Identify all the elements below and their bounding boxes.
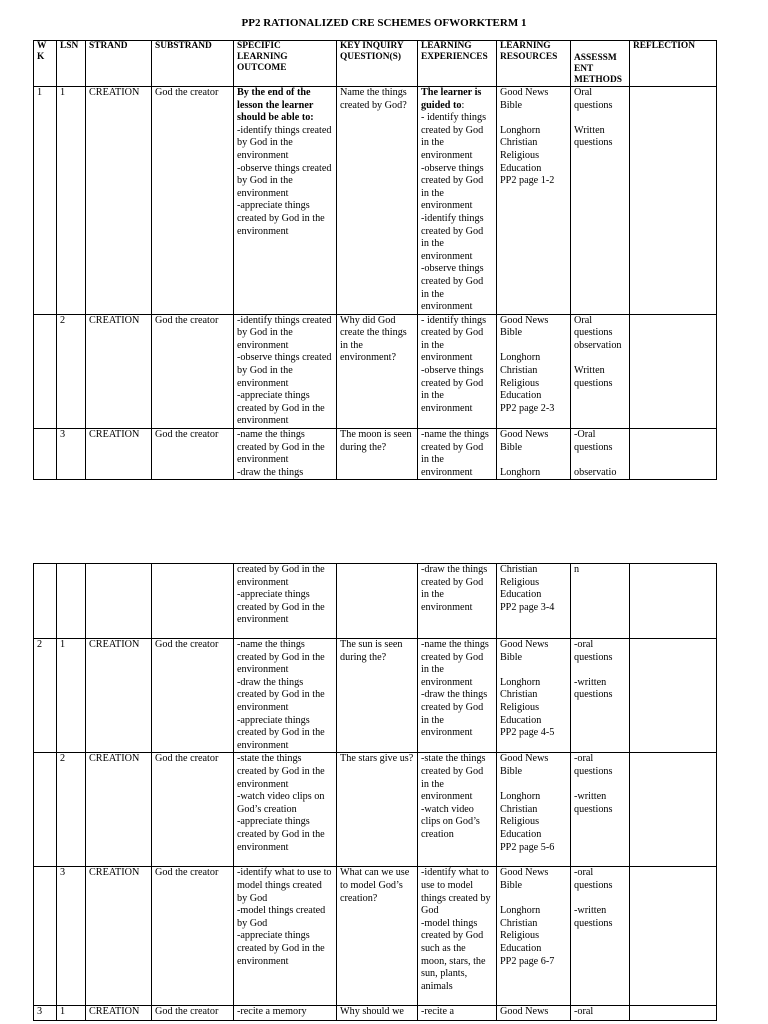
cell-reflection (630, 314, 717, 428)
cell-wk (34, 867, 57, 1006)
cell-substrand (152, 564, 234, 639)
cell-substrand: God the creator (152, 1006, 234, 1021)
cell-reflection (630, 1006, 717, 1021)
table-row (34, 429, 717, 480)
table-row (34, 753, 717, 867)
cell-strand (86, 564, 152, 639)
cell-specific-learning-outcome (234, 87, 337, 315)
cell-reflection (630, 564, 717, 639)
cell-lsn: 3 (57, 867, 86, 1006)
cell-specific-learning-outcome: -name the things created by God in the environment -draw the things (234, 429, 337, 480)
cell-assessment-methods: Oral questions observation Written questions (571, 314, 630, 428)
cell-lsn: 1 (57, 87, 86, 315)
table-row (34, 1006, 717, 1021)
cell-lsn: 3 (57, 429, 86, 480)
cell-wk (34, 564, 57, 639)
cell-strand: CREATION (86, 867, 152, 1006)
cell-learning-resources: Good News Bible Longhorn (497, 429, 571, 480)
cell-strand: CREATION (86, 1006, 152, 1021)
cell-specific-learning-outcome: created by God in the environment -appreciate things created by God in the environment (234, 564, 337, 639)
cell-key-inquiry-question: The stars give us? (337, 753, 418, 867)
header-substrand: SUBSTRAND (152, 41, 234, 87)
scheme-table-page-2 (33, 563, 717, 1021)
cell-learning-experiences (418, 87, 497, 315)
cell-learning-experiences: -name the things created by God in the environment (418, 429, 497, 480)
cell-substrand: God the creator (152, 867, 234, 1006)
cell-reflection (630, 639, 717, 753)
cell-reflection (630, 429, 717, 480)
cell-lsn: 1 (57, 1006, 86, 1021)
cell-reflection (630, 87, 717, 315)
table-row (34, 639, 717, 753)
cell-learning-resources: Good News Bible Longhorn Christian Religious Education PP2 page 1-2 (497, 87, 571, 315)
cell-learning-experiences: -recite a (418, 1006, 497, 1021)
slo-text: -identify things created by God in the environment -observe things created by God in the environment -appreciate things created by God in the environment (237, 124, 332, 237)
cell-assessment-methods: n (571, 564, 630, 639)
header-assessment-methods: ASSESSM ENT METHODS (571, 41, 630, 87)
header-wk: W K (34, 41, 57, 87)
table-row (34, 87, 717, 315)
cell-specific-learning-outcome: -name the things created by God in the environment -draw the things created by God in the environment -appreciate things created by God in the environment (234, 639, 337, 753)
cell-wk (34, 429, 57, 480)
cell-reflection (630, 867, 717, 1006)
cell-assessment-methods: -oral questions -written questions (571, 753, 630, 867)
cell-strand: CREATION (86, 753, 152, 867)
table-row (34, 564, 717, 639)
header-strand: STRAND (86, 41, 152, 87)
cell-assessment-methods: -oral questions -written questions (571, 639, 630, 753)
cell-learning-resources: Good News Bible Longhorn Christian Religious Education PP2 page 6-7 (497, 867, 571, 1006)
cell-key-inquiry-question: The sun is seen during the? (337, 639, 418, 753)
scheme-table-page-1 (33, 40, 717, 480)
cell-reflection (630, 753, 717, 867)
cell-strand: CREATION (86, 314, 152, 428)
cell-learning-resources: Good News Bible Longhorn Christian Religious Education PP2 page 2-3 (497, 314, 571, 428)
cell-strand: CREATION (86, 429, 152, 480)
header-key-inquiry-question: KEY INQUIRY QUESTION(S) (337, 41, 418, 87)
cell-assessment-methods: -oral (571, 1006, 630, 1021)
cell-lsn (57, 564, 86, 639)
cell-key-inquiry-question: Why should we (337, 1006, 418, 1021)
cell-assessment-methods: -Oral questions observatio (571, 429, 630, 480)
cell-learning-experiences: -state the things created by God in the environment -watch video clips on God’s creation (418, 753, 497, 867)
le-intro: The learner is guided to (421, 87, 482, 111)
cell-learning-experiences: -identify what to use to model things created by God -model things created by God such as the moon, stars, the sun, plants, animals (418, 867, 497, 1006)
cell-learning-experiences: - identify things created by God in the environment -observe things created by God in the environment (418, 314, 497, 428)
header-specific-learning-outcome: SPECIFIC LEARNING OUTCOME (234, 41, 337, 87)
cell-wk: 3 (34, 1006, 57, 1021)
table-row (34, 314, 717, 428)
cell-strand: CREATION (86, 639, 152, 753)
header-reflection: REFLECTION (630, 41, 717, 87)
cell-lsn: 2 (57, 314, 86, 428)
cell-specific-learning-outcome: -identify what to use to model things created by God -model things created by God -appreciate things created by God in the environment (234, 867, 337, 1006)
cell-substrand: God the creator (152, 753, 234, 867)
cell-specific-learning-outcome: -state the things created by God in the environment -watch video clips on God’s creation -appreciate things created by God in the environment (234, 753, 337, 867)
cell-substrand: God the creator (152, 314, 234, 428)
cell-learning-resources: Good News (497, 1006, 571, 1021)
header-learning-resources: LEARNING RESOURCES (497, 41, 571, 87)
cell-substrand: God the creator (152, 429, 234, 480)
cell-key-inquiry-question: The moon is seen during the? (337, 429, 418, 480)
cell-assessment-methods: -oral questions -written questions (571, 867, 630, 1006)
cell-learning-experiences: -name the things created by God in the environment -draw the things created by God in the environment (418, 639, 497, 753)
cell-lsn: 1 (57, 639, 86, 753)
cell-assessment-methods: Oral questions Written questions (571, 87, 630, 315)
cell-strand: CREATION (86, 87, 152, 315)
header-row (34, 41, 717, 87)
cell-learning-resources: Good News Bible Longhorn Christian Religious Education PP2 page 4-5 (497, 639, 571, 753)
cell-wk (34, 753, 57, 867)
cell-wk (34, 314, 57, 428)
header-learning-experiences: LEARNING EXPERIENCES (418, 41, 497, 87)
cell-lsn: 2 (57, 753, 86, 867)
cell-substrand: God the creator (152, 87, 234, 315)
cell-key-inquiry-question: What can we use to model God’s creation? (337, 867, 418, 1006)
page-title: PP2 RATIONALIZED CRE SCHEMES OFWORKTERM 1 (241, 17, 527, 29)
cell-substrand: God the creator (152, 639, 234, 753)
cell-specific-learning-outcome: -identify things created by God in the environment -observe things created by God in the environment -appreciate things created by God in the environment (234, 314, 337, 428)
cell-key-inquiry-question: Name the things created by God? (337, 87, 418, 315)
cell-wk: 1 (34, 87, 57, 315)
cell-learning-experiences: -draw the things created by God in the environment (418, 564, 497, 639)
le-text: : - identify things created by God in the environment -observe things created by God in the environment -identify things created by God in the environment -observe things created by God in the environment (421, 99, 487, 313)
table-row (34, 867, 717, 1006)
cell-learning-resources: Good News Bible Longhorn Christian Religious Education PP2 page 5-6 (497, 753, 571, 867)
cell-wk: 2 (34, 639, 57, 753)
cell-learning-resources: Christian Religious Education PP2 page 3-4 (497, 564, 571, 639)
cell-specific-learning-outcome: -recite a memory (234, 1006, 337, 1021)
slo-intro: By the end of the lesson the learner should be able to: (237, 87, 314, 124)
header-lsn: LSN (57, 41, 86, 87)
cell-key-inquiry-question: Why did God create the things in the environment? (337, 314, 418, 428)
cell-key-inquiry-question (337, 564, 418, 639)
